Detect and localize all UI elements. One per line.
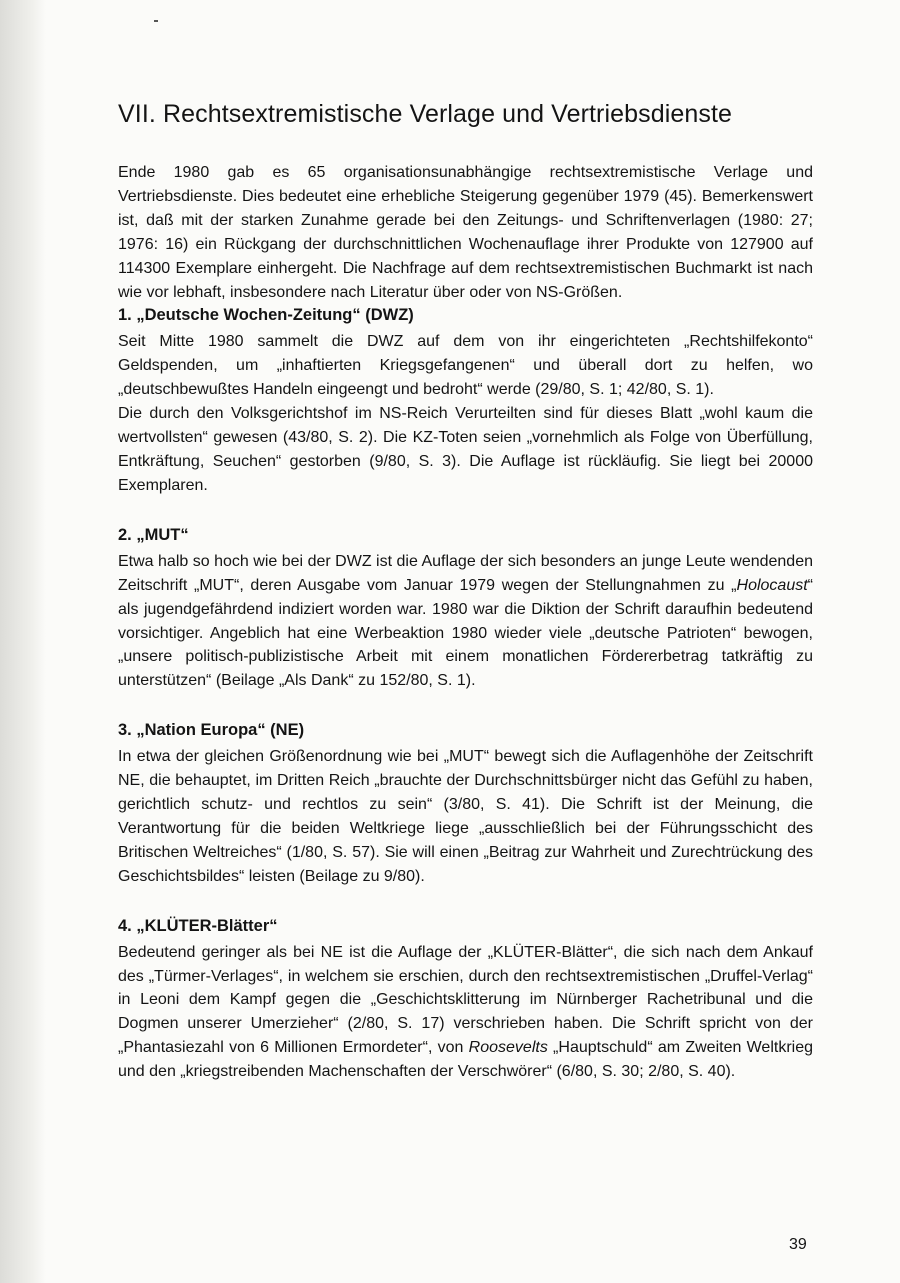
- section-nation-europa-paragraph: In etwa der gleichen Größenordnung wie bei „MUT“ bewegt sich die Auflagenhöhe der Zeitschrift NE, die behauptet, im Dritten Reich „brauchte der Durchschnittsbürger nicht das Gefühl zu haben, gerichtlich schutz- und rechtlos zu sein“ (3/80, S. 41). Die Schrift ist der Meinung, die Verantwortung für die beiden Weltkriege liege „ausschließlich bei der Führungsschicht des Britischen Weltreiches“ (1/80, S. 57). Sie will einen „Beitrag zur Wahrheit und Zurechtrückung des Geschichtsbildes“ leisten (Beilage zu 9/80).: [118, 748, 813, 885]
- scan-page-edge: [0, 0, 46, 1283]
- section-klueter-paragraph: [118, 941, 813, 1084]
- section-dwz-paragraph-2: Die durch den Volksgerichtshof im NS-Reich Verurteilten sind für dieses Blatt „wohl kaum die wertvollsten“ gewesen (43/80, S. 2). Die KZ-Toten seien „vornehmlich als Folge von Überfüllung, Entkräftung, Seuchen“ gestorben (9/80, S. 3). Die Auflage ist rückläufig. Sie liegt bei 20000 Exemplaren.: [118, 405, 813, 494]
- section-mut-emphasis: Holocaust: [736, 576, 808, 594]
- section-heading-dwz: 1. „Deutsche Wochen-Zeitung“ (DWZ): [118, 306, 414, 325]
- section-klueter-text-a: Bedeutend geringer als bei NE ist die Auflage der „KLÜTER-Blätter“, die sich nach dem Ankauf des „Türmer-Verlages“, in welchem sie erschien, durch den rechtsextremistischen „Druffel-Verlag“ in Leoni dem Kampf gegen die „Geschichtsklitterung im Nürnberger Rachetribunal und die Dogmen unserer Umerzieher“ (2/80, S. 17) verschrieben haben. Die Schrift spricht von der „Phantasiezahl von 6 Millionen Ermordeter“, von: [118, 943, 813, 1057]
- scan-speck: [154, 20, 158, 22]
- page-content: [118, 100, 813, 1084]
- chapter-title: VII. Rechtsextremistische Verlage und Vertriebsdienste: [118, 100, 733, 128]
- section-mut-text-b: “ als jugendgefährdend indiziert worden war. 1980 war die Diktion der Schrift daraufhin bedeutend vorsichtiger. Angeblich hat eine Werbeaktion 1980 wieder viele „deutsche Patrioten“ bewogen, „unsere politisch-publizistische Arbeit mit einem monatlichen Fördererbetrag tatkräftig zu unterstützen“ (Beilage „Als Dank“ zu 152/80, S. 1).: [118, 576, 813, 690]
- section-mut: [118, 524, 813, 693]
- section-nation-europa: [118, 719, 813, 888]
- section-dwz: [118, 304, 813, 497]
- section-mut-paragraph: [118, 550, 813, 693]
- intro-paragraph: Ende 1980 gab es 65 organisationsunabhängige rechtsextremistische Verlage und Vertriebsdienste. Dies bedeutet eine erhebliche Steigerung gegenüber 1979 (45). Bemerkenswert ist, daß mit der starken Zunahme gerade bei den Zeitungs- und Schriftenverlagen (1980: 27; 1976: 16) ein Rückgang der durchschnittlichen Wochenauflage ihrer Produkte von 127900 auf 114300 Exemplare einhergeht. Die Nachfrage auf dem rechtsextremistischen Buchmarkt ist nach wie vor lebhaft, insbesondere nach Literatur über oder von NS-Größen.: [118, 164, 813, 301]
- section-heading-klueter: 4. „KLÜTER-Blätter“: [118, 916, 278, 935]
- section-dwz-paragraph-1: Seit Mitte 1980 sammelt die DWZ auf dem von ihr eingerichteten „Rechtshilfekonto“ Geldspenden, um „inhaftierten Kriegsgefangenen“ und überall dort zu helfen, wo „deutschbewußtes Handeln eingeengt und bedroht“ werde (29/80, S. 1; 42/80, S. 1).: [118, 333, 813, 399]
- section-klueter-emphasis: Roosevelts: [468, 1039, 548, 1057]
- section-heading-mut: 2. „MUT“: [118, 525, 189, 544]
- section-klueter: [118, 915, 813, 1084]
- section-mut-text-a: Etwa halb so hoch wie bei der DWZ ist die Auflage der sich besonders an junge Leute wendenden Zeitschrift „MUT“, deren Ausgabe vom Januar 1979 wegen der Stellungnahmen zu „: [118, 552, 813, 594]
- section-heading-nation-europa: 3. „Nation Europa“ (NE): [118, 721, 305, 740]
- page-number: 39: [789, 1236, 807, 1253]
- section-klueter-text-b: „Hauptschuld“ am Zweiten Weltkrieg und den „kriegstreibenden Machenschaften der Verschwörer“ (6/80, S. 30; 2/80, S. 40).: [118, 1039, 813, 1081]
